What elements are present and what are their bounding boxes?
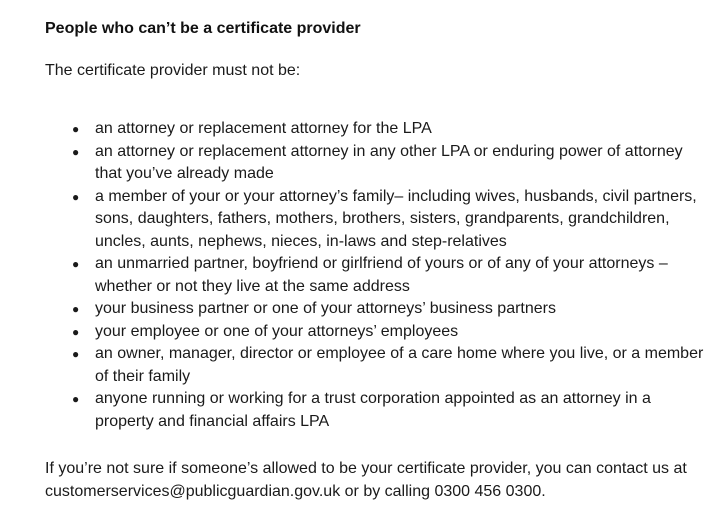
- list-item: [45, 141, 705, 186]
- bullet-icon: ●: [72, 189, 80, 204]
- bullet-icon: ●: [72, 324, 80, 339]
- bullet-icon: ●: [72, 392, 80, 406]
- list-item: [45, 343, 705, 388]
- list-item-text: an owner, manager, director or employee of a care home where you live, or a member of their family: [95, 345, 704, 385]
- section-heading: People who can’t be a certificate provider: [45, 20, 361, 37]
- list-item-text: an unmarried partner, boyfriend or girlfriend of yours or of any of your attorneys – whether or not they live at the same address: [95, 255, 668, 295]
- list-item-text: your employee or one of your attorneys’ employees: [95, 322, 459, 340]
- list-item-text: your business partner or one of your attorneys’ business partners: [95, 300, 556, 317]
- list-item-text: a member of your or your attorney’s family– including wives, husbands, civil partners, sons, daughters, fathers, mothers, brothers, sisters, grandparents, grandchildren, uncles, aunts, nephews, nieces, in-laws and step-relatives: [95, 187, 697, 250]
- list-item: [45, 321, 705, 344]
- list-item: [45, 253, 705, 298]
- list-item-text: anyone running or working for a trust corporation appointed as an attorney in a property and financial affairs LPA: [95, 390, 651, 430]
- exclusion-list: [45, 118, 720, 433]
- list-item: [45, 298, 705, 321]
- list-item: [45, 388, 705, 433]
- bullet-icon: ●: [72, 257, 80, 271]
- bullet-icon: ●: [72, 122, 80, 136]
- contact-footer-text: If you’re not sure if someone’s allowed to be your certificate provider, you can contact us at customerservices@publicguardian.gov.uk or by calling 0300 456 0300.: [45, 460, 687, 500]
- bullet-icon: ●: [72, 144, 80, 159]
- list-item: [45, 118, 705, 141]
- intro-text: The certificate provider must not be:: [45, 62, 301, 79]
- list-item-text: an attorney or replacement attorney for the LPA: [95, 120, 432, 137]
- list-item: [45, 186, 705, 254]
- bullet-icon: ●: [72, 302, 80, 316]
- bullet-icon: ●: [72, 347, 80, 361]
- list-item-text: an attorney or replacement attorney in any other LPA or enduring power of attorney that you’ve already made: [95, 142, 683, 182]
